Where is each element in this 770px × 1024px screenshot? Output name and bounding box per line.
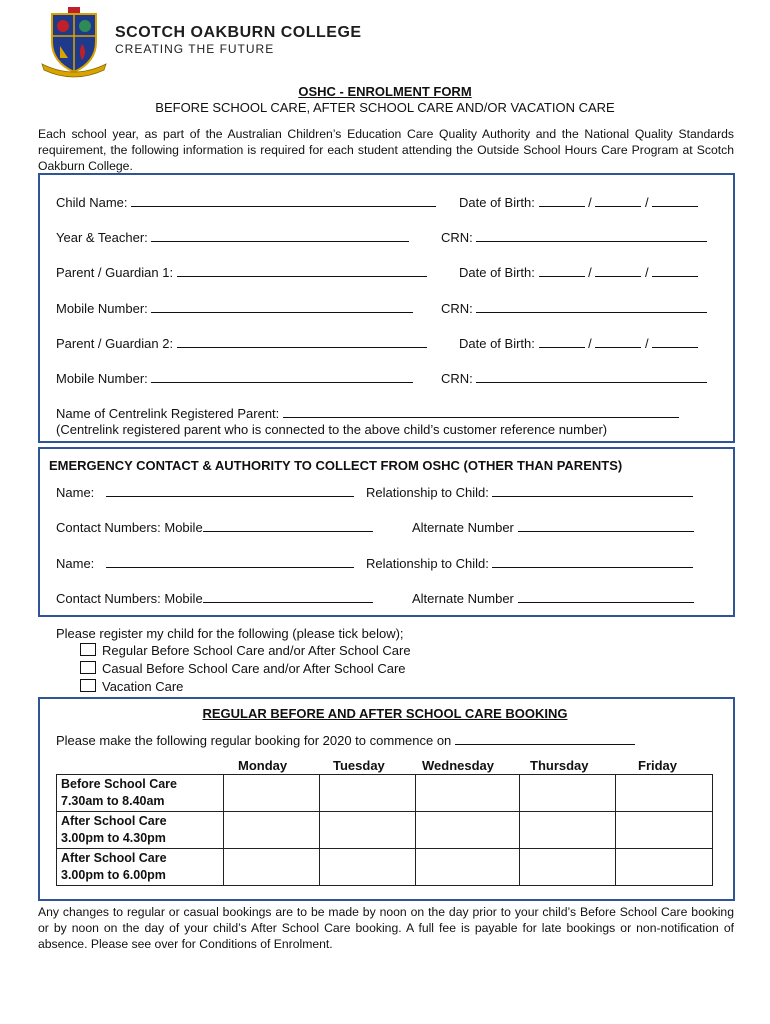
option-label: Regular Before School Care and/or After School Care	[102, 643, 411, 658]
parent1-crn-field[interactable]	[476, 300, 707, 313]
footer-paragraph: Any changes to regular or casual bookings are to be made by noon on the day prior to your child’s Before School Care booking or by noon on the day of your child’s After School Care booking. A full fee is payable for late bookings or non-notification of absence. Please see over for Conditions of Enrolment.	[38, 905, 734, 951]
checkbox[interactable]	[80, 643, 96, 656]
commence-date-field[interactable]	[455, 732, 635, 745]
session-time: 3.00pm to 4.30pm	[61, 831, 166, 845]
dob-slash: /	[645, 195, 649, 210]
session-time: 3.00pm to 6.00pm	[61, 868, 166, 882]
session-name: Before School Care	[61, 777, 178, 791]
booking-cell[interactable]	[616, 849, 713, 886]
day-header-monday: Monday	[238, 758, 288, 773]
centrelink-row	[56, 405, 679, 421]
booking-cell[interactable]	[520, 849, 616, 886]
parent2-crn-field[interactable]	[476, 370, 707, 383]
booking-cell[interactable]	[616, 812, 713, 849]
mobile-label: Mobile Number:	[56, 301, 148, 316]
booking-cell[interactable]	[224, 775, 320, 812]
emergency-name-field[interactable]	[106, 555, 354, 568]
booking-cell[interactable]	[416, 849, 520, 886]
table-row	[57, 849, 713, 886]
dob-label: Date of Birth:	[459, 265, 535, 280]
dob-year-field[interactable]	[652, 194, 698, 207]
day-header-friday: Friday	[638, 758, 678, 773]
child-crn-field[interactable]	[476, 229, 707, 242]
booking-cell[interactable]	[320, 812, 416, 849]
alternate-row-1	[412, 519, 694, 535]
dob-day-field[interactable]	[539, 264, 585, 277]
option-label: Casual Before School Care and/or After School Care	[102, 661, 406, 676]
parent1-label: Parent / Guardian 1:	[56, 265, 174, 280]
register-prompt: Please register my child for the following (please tick below);	[56, 626, 404, 641]
contact-mobile-field[interactable]	[203, 519, 373, 532]
parent1-dob-row	[459, 264, 698, 280]
option-regular-care[interactable]	[80, 643, 411, 658]
booking-cell[interactable]	[224, 812, 320, 849]
checkbox[interactable]	[80, 679, 96, 692]
alternate-label: Alternate Number	[412, 520, 514, 535]
alternate-field[interactable]	[518, 519, 694, 532]
year-teacher-row	[56, 229, 409, 245]
child-dob-row	[459, 194, 698, 210]
contact-mobile-field[interactable]	[203, 590, 373, 603]
alternate-label: Alternate Number	[412, 591, 514, 606]
dob-slash: /	[588, 195, 592, 210]
row-header-after-care-long	[57, 849, 224, 886]
booking-cell[interactable]	[416, 775, 520, 812]
booking-prompt-row	[56, 732, 635, 748]
dob-year-field[interactable]	[652, 264, 698, 277]
child-name-field[interactable]	[131, 194, 436, 207]
college-crest-logo	[38, 6, 110, 78]
table-row	[57, 812, 713, 849]
parent2-dob-row	[459, 335, 698, 351]
session-time: 7.30am to 8.40am	[61, 794, 165, 808]
dob-month-field[interactable]	[595, 194, 641, 207]
contact-mobile-label: Contact Numbers: Mobile	[56, 520, 203, 535]
option-label: Vacation Care	[102, 679, 184, 694]
booking-cell[interactable]	[520, 812, 616, 849]
emergency-name-row-2	[56, 555, 354, 571]
checkbox[interactable]	[80, 661, 96, 674]
crn-label: CRN:	[441, 230, 473, 245]
parent2-mobile-row	[56, 370, 413, 386]
dob-month-field[interactable]	[595, 264, 641, 277]
row-header-before-care	[57, 775, 224, 812]
year-teacher-field[interactable]	[151, 229, 409, 242]
booking-cell[interactable]	[224, 849, 320, 886]
name-label: Name:	[56, 485, 95, 500]
alternate-field[interactable]	[518, 590, 694, 603]
dob-year-field[interactable]	[652, 335, 698, 348]
parent1-row	[56, 264, 427, 280]
booking-title: REGULAR BEFORE AND AFTER SCHOOL CARE BOOKING	[202, 706, 568, 721]
booking-cell[interactable]	[320, 849, 416, 886]
day-header-thursday: Thursday	[530, 758, 589, 773]
parent1-crn-row	[441, 300, 707, 316]
form-subtitle: BEFORE SCHOOL CARE, AFTER SCHOOL CARE AND/OR VACATION CARE	[155, 100, 615, 115]
relationship-field[interactable]	[492, 484, 693, 497]
parent2-row	[56, 335, 427, 351]
booking-table	[56, 774, 713, 886]
intro-paragraph: Each school year, as part of the Australian Children’s Education Care Quality Authority and the National Quality Standards requirement, the following information is required for each student attending the Outside School Hours Care Program at Scotch Oakburn College.	[38, 127, 734, 173]
dob-slash: /	[588, 265, 592, 280]
session-name: After School Care	[61, 814, 167, 828]
mobile-label: Mobile Number:	[56, 371, 148, 386]
crn-label: CRN:	[441, 371, 473, 386]
contact-mobile-label: Contact Numbers: Mobile	[56, 591, 203, 606]
alternate-row-2	[412, 590, 694, 606]
contact-row-2	[56, 590, 373, 606]
school-motto: CREATING THE FUTURE	[115, 42, 275, 56]
parent2-label: Parent / Guardian 2:	[56, 336, 174, 351]
emergency-name-row-1	[56, 484, 354, 500]
parent2-crn-row	[441, 370, 707, 386]
row-header-after-care-short	[57, 812, 224, 849]
dob-label: Date of Birth:	[459, 336, 535, 351]
school-name: SCOTCH OAKBURN COLLEGE	[115, 24, 362, 41]
centrelink-field[interactable]	[283, 405, 679, 418]
relationship-label: Relationship to Child:	[366, 485, 489, 500]
parent1-mobile-row	[56, 300, 413, 316]
session-name: After School Care	[61, 851, 167, 865]
child-name-label: Child Name:	[56, 195, 128, 210]
booking-cell[interactable]	[416, 812, 520, 849]
parent1-field[interactable]	[177, 264, 427, 277]
parent2-mobile-field[interactable]	[151, 370, 413, 383]
parent1-mobile-field[interactable]	[151, 300, 413, 313]
child-name-row	[56, 194, 436, 210]
booking-cell[interactable]	[320, 775, 416, 812]
dob-month-field[interactable]	[595, 335, 641, 348]
booking-cell[interactable]	[616, 775, 713, 812]
day-header-wednesday: Wednesday	[422, 758, 495, 773]
day-header-tuesday: Tuesday	[333, 758, 385, 773]
dob-slash: /	[645, 336, 649, 351]
relationship-row-2	[366, 555, 693, 571]
option-casual-care[interactable]	[80, 661, 406, 676]
year-teacher-label: Year & Teacher:	[56, 230, 148, 245]
child-crn-row	[441, 229, 707, 245]
emergency-name-field[interactable]	[106, 484, 354, 497]
relationship-label: Relationship to Child:	[366, 556, 489, 571]
crn-label: CRN:	[441, 301, 473, 316]
dob-slash: /	[588, 336, 592, 351]
dob-day-field[interactable]	[539, 194, 585, 207]
dob-label: Date of Birth:	[459, 195, 535, 210]
centrelink-label: Name of Centrelink Registered Parent:	[56, 406, 280, 421]
relationship-row-1	[366, 484, 693, 500]
form-title: OSHC - ENROLMENT FORM	[298, 84, 472, 99]
emergency-title: EMERGENCY CONTACT & AUTHORITY TO COLLECT FROM OSHC (OTHER THAN PARENTS)	[49, 458, 623, 473]
parent2-field[interactable]	[177, 335, 427, 348]
name-label: Name:	[56, 556, 95, 571]
option-vacation-care[interactable]	[80, 679, 183, 694]
booking-prompt: Please make the following regular booking for 2020 to commence on	[56, 733, 452, 748]
dob-slash: /	[645, 265, 649, 280]
centrelink-note: (Centrelink registered parent who is connected to the above child’s customer reference number)	[56, 422, 608, 437]
contact-row-1	[56, 519, 373, 535]
table-row	[57, 775, 713, 812]
booking-cell[interactable]	[520, 775, 616, 812]
relationship-field[interactable]	[492, 555, 693, 568]
dob-day-field[interactable]	[539, 335, 585, 348]
